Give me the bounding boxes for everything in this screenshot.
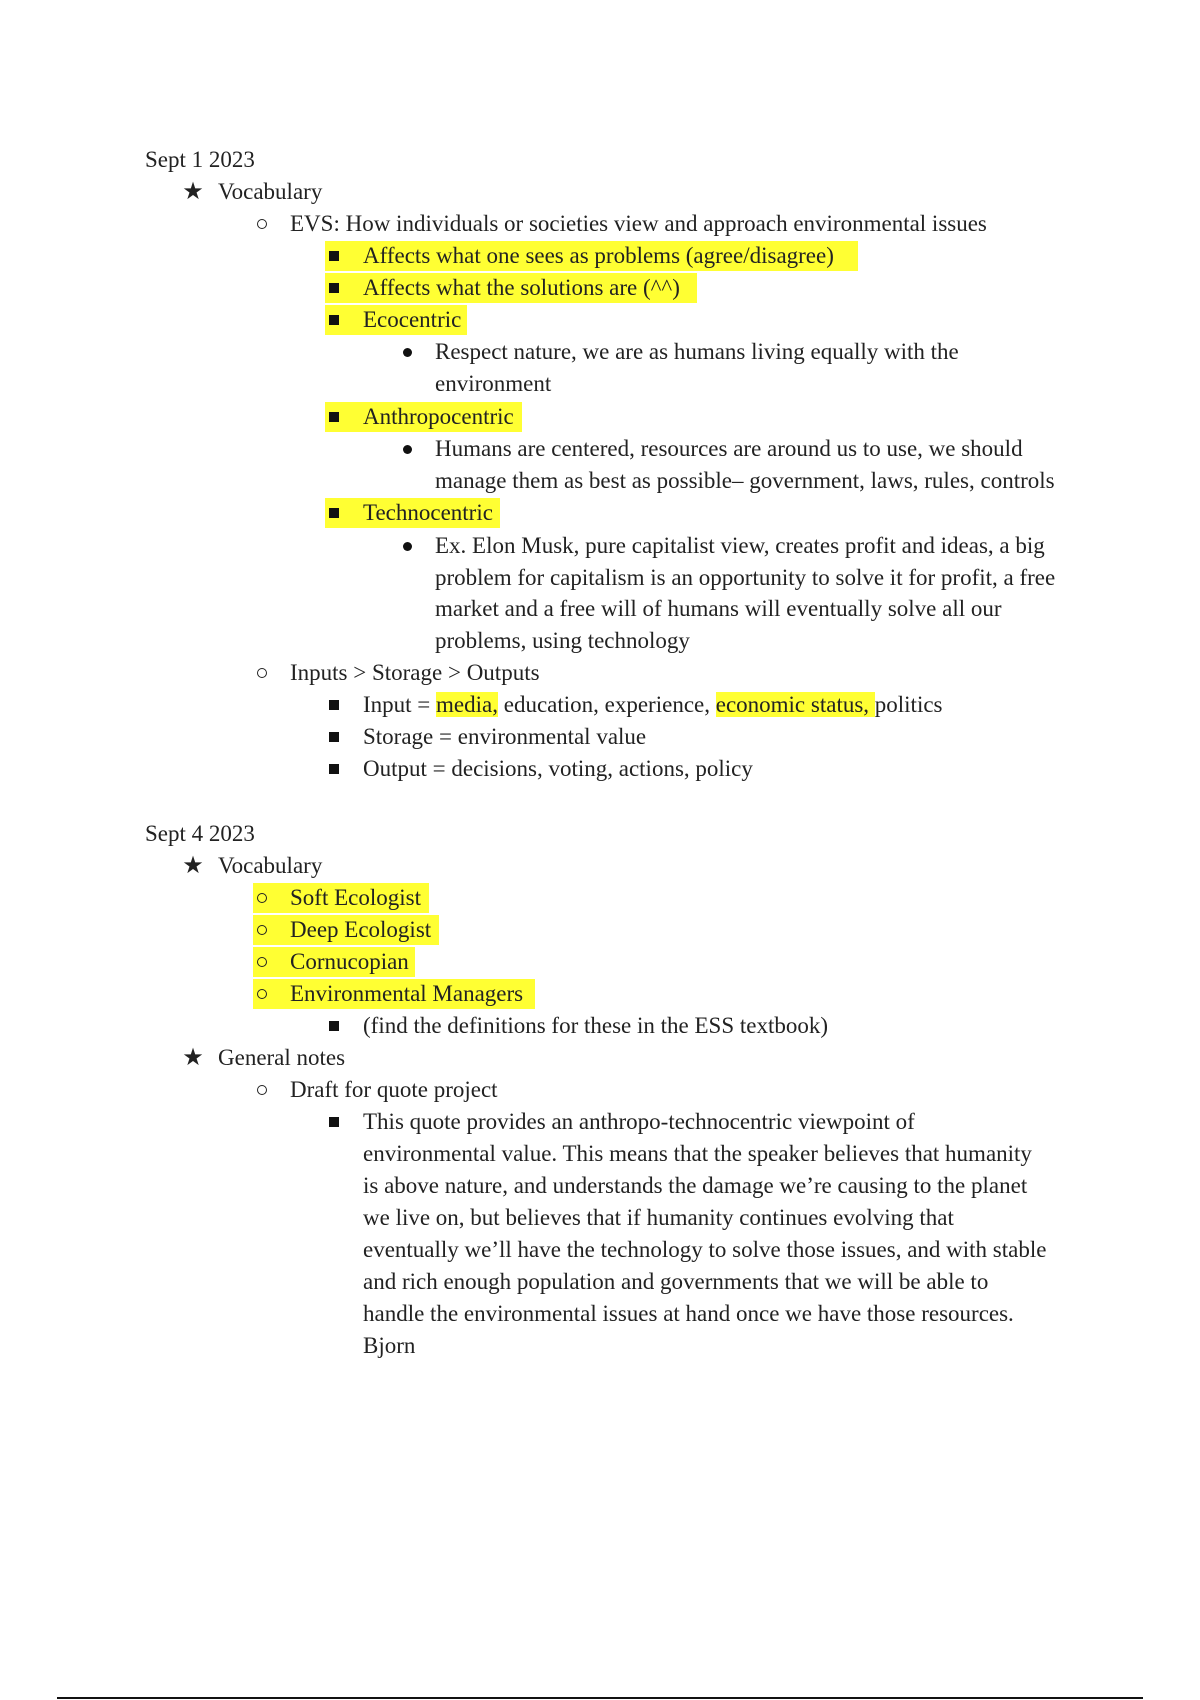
list-item-text: market and a free will of humans will eventually solve all our — [435, 596, 1002, 621]
list-item-text: Output = decisions, voting, actions, policy — [363, 756, 753, 781]
hollow-circle-bullet-icon — [251, 1074, 273, 1106]
square-bullet-icon — [323, 497, 345, 529]
square-bullet-icon — [323, 689, 345, 721]
list-item-text: Draft for quote project — [290, 1077, 498, 1102]
list-item-text: Environmental Managers — [290, 981, 524, 1006]
list-item-text: Humans are centered, resources are around us to use, we should — [435, 436, 1023, 461]
section-date: Sept 1 2023 — [145, 147, 255, 172]
square-bullet-icon — [323, 753, 345, 785]
list-item-text: Anthropocentric — [363, 404, 514, 429]
quote-line: Bjorn — [363, 1333, 416, 1358]
list-item-text: Affects what the solutions are (^^) — [363, 275, 680, 300]
highlighted-text: economic status, — [715, 692, 875, 717]
quote-line: and rich enough population and governments that we will be able to — [363, 1269, 989, 1294]
hollow-circle-bullet-icon — [251, 946, 273, 978]
hollow-circle-bullet-icon — [251, 978, 273, 1010]
list-item-text: manage them as best as possible– government, laws, rules, controls — [435, 468, 1055, 493]
list-item-text: Ecocentric — [363, 307, 462, 332]
quote-line: This quote provides an anthropo-technocentric viewpoint of — [363, 1109, 915, 1134]
list-item-text: Soft Ecologist — [290, 885, 421, 910]
list-item-text: EVS: How individuals or societies view and approach environmental issues — [290, 211, 987, 236]
star-bullet-icon: ★ — [182, 177, 204, 205]
section-date: Sept 4 2023 — [145, 821, 255, 846]
list-item-text: Affects what one sees as problems (agree/disagree) — [363, 243, 834, 268]
square-bullet-icon — [323, 1010, 345, 1042]
square-bullet-icon — [323, 272, 345, 304]
hollow-circle-bullet-icon — [251, 657, 273, 689]
input-suffix: politics — [874, 692, 943, 717]
list-item-text: Cornucopian — [290, 949, 409, 974]
list-item-text: problem for capitalism is an opportunity to solve it for profit, a free — [435, 565, 1056, 590]
hollow-circle-bullet-icon — [251, 208, 273, 240]
square-bullet-icon — [323, 304, 345, 336]
list-item-text: Deep Ecologist — [290, 917, 432, 942]
section-heading: General notes — [218, 1045, 346, 1070]
quote-line: environmental value. This means that the speaker believes that humanity — [363, 1141, 1032, 1166]
quote-line: eventually we’ll have the technology to solve those issues, and with stable — [363, 1237, 1047, 1262]
square-bullet-icon — [323, 240, 345, 272]
hollow-circle-bullet-icon — [251, 914, 273, 946]
square-bullet-icon — [323, 721, 345, 753]
hollow-circle-bullet-icon — [251, 882, 273, 914]
list-item-text: Technocentric — [363, 500, 493, 525]
section-heading: Vocabulary — [218, 853, 323, 878]
list-item-text: Respect nature, we are as humans living equally with the — [435, 339, 959, 364]
disc-bullet-icon — [396, 530, 418, 562]
quote-line: we live on, but believes that if humanity continues evolving that — [363, 1205, 954, 1230]
disc-bullet-icon — [396, 433, 418, 465]
page-bottom-rule — [57, 1697, 1143, 1699]
disc-bullet-icon — [396, 336, 418, 368]
list-item-text: environment — [435, 371, 552, 396]
list-item-text: (find the definitions for these in the ESS textbook) — [363, 1013, 829, 1038]
square-bullet-icon — [323, 1106, 345, 1138]
list-item-text: problems, using technology — [435, 628, 690, 653]
list-item-text — [363, 689, 943, 721]
list-item-text: Inputs > Storage > Outputs — [290, 660, 540, 685]
list-item-text: Ex. Elon Musk, pure capitalist view, creates profit and ideas, a big — [435, 533, 1045, 558]
quote-line: handle the environmental issues at hand once we have those resources. — [363, 1301, 1014, 1326]
highlighted-text: media, — [436, 692, 498, 717]
input-middle: education, experience, — [497, 692, 716, 717]
star-bullet-icon: ★ — [182, 1043, 204, 1071]
star-bullet-icon: ★ — [182, 851, 204, 879]
square-bullet-icon — [323, 401, 345, 433]
list-item-text: Storage = environmental value — [363, 724, 647, 749]
quote-line: is above nature, and understands the damage we’re causing to the planet — [363, 1173, 1028, 1198]
section-heading: Vocabulary — [218, 179, 323, 204]
input-prefix: Input = — [363, 692, 437, 717]
